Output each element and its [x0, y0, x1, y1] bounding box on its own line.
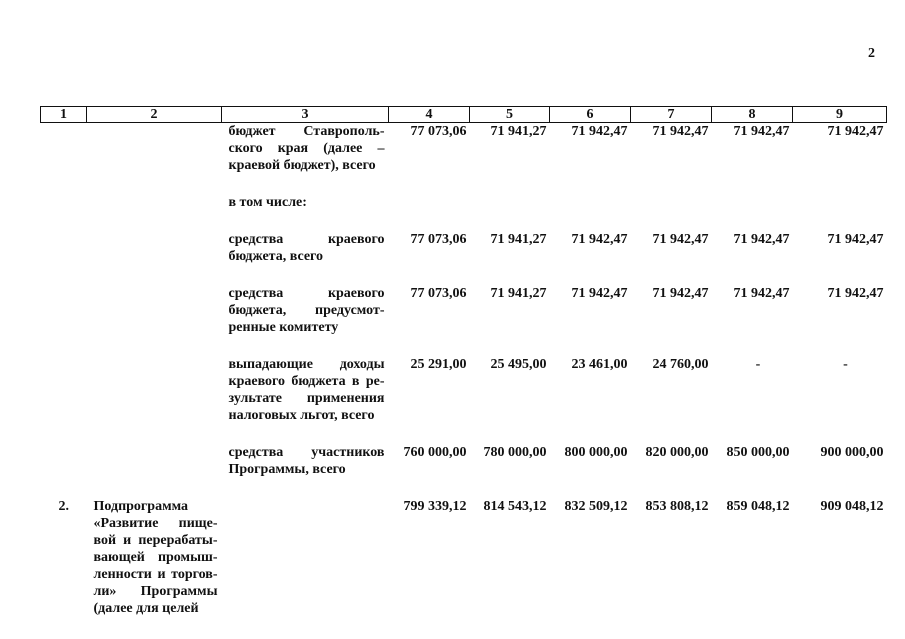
table-row: [41, 194, 887, 211]
value-cell: 780 000,00: [483, 445, 547, 460]
value-cell: 71 942,47: [571, 232, 628, 247]
value-cell: 23 461,00: [571, 357, 628, 372]
table-row: [41, 356, 887, 424]
column-header-8: 8: [712, 107, 793, 123]
row-description: в том числе:: [228, 195, 307, 210]
value-cell: 820 000,00: [645, 445, 709, 460]
value-cell: 71 942,47: [652, 286, 709, 301]
value-cell: 799 339,12: [403, 499, 467, 514]
value-cell: 25 291,00: [410, 357, 467, 372]
table-row: [41, 123, 887, 175]
value-cell: 909 048,12: [820, 499, 884, 514]
value-cell: 71 942,47: [652, 232, 709, 247]
value-cell: -: [843, 357, 848, 372]
row-description: средства участников Программы, всего: [228, 445, 385, 477]
column-header-7: 7: [631, 107, 712, 123]
header-row: [41, 107, 887, 123]
value-cell: 71 942,47: [733, 124, 790, 139]
table-row: [41, 498, 887, 617]
row-description: выпадающие доходы краевого бюджета в ре-зультате применения налоговых льгот, всего: [228, 357, 385, 423]
value-cell: 77 073,06: [410, 286, 467, 301]
value-cell: -: [755, 357, 761, 372]
value-cell: 71 942,47: [652, 124, 709, 139]
row-description: бюджет Ставрополь-ского края (далее – краевой бюджет), всего: [228, 124, 385, 173]
value-cell: 800 000,00: [564, 445, 628, 460]
value-cell: 850 000,00: [726, 445, 790, 460]
value-cell: 71 941,27: [490, 286, 547, 301]
value-cell: 900 000,00: [820, 445, 884, 460]
value-cell: 859 048,12: [726, 499, 790, 514]
value-cell: 71 942,47: [571, 286, 628, 301]
value-cell: 71 942,47: [827, 124, 884, 139]
value-cell: 71 942,47: [827, 232, 884, 247]
value-cell: 71 941,27: [490, 232, 547, 247]
row-description: средства краевого бюджета, всего: [228, 232, 385, 264]
column-header-1: 1: [41, 107, 87, 123]
table-row: [41, 285, 887, 336]
value-cell: 71 942,47: [571, 124, 628, 139]
value-cell: 77 073,06: [410, 124, 467, 139]
row-description: средства краевого бюджета, предусмот-ренные комитету: [228, 286, 385, 335]
value-cell: 71 942,47: [733, 286, 790, 301]
column-header-6: 6: [550, 107, 631, 123]
budget-table: [40, 106, 887, 617]
value-cell: 24 760,00: [652, 357, 709, 372]
value-cell: 71 941,27: [490, 124, 547, 139]
value-cell: 832 509,12: [564, 499, 628, 514]
value-cell: 814 543,12: [483, 499, 547, 514]
column-header-4: 4: [389, 107, 470, 123]
table-row: [41, 231, 887, 265]
subprogram-name: Подпрограмма «Развитие пище-вой и перерабаты-вающей промыш-ленности и торгов-ли» Программы (далее для целей: [93, 499, 218, 616]
value-cell: 77 073,06: [410, 232, 467, 247]
column-header-2: 2: [87, 107, 222, 123]
value-cell: 853 808,12: [645, 499, 709, 514]
table-row: [41, 444, 887, 478]
value-cell: 25 495,00: [490, 357, 547, 372]
row-index: 2.: [58, 499, 69, 514]
page-number: 2: [868, 46, 875, 61]
value-cell: 760 000,00: [403, 445, 467, 460]
column-header-5: 5: [470, 107, 550, 123]
column-header-3: 3: [222, 107, 389, 123]
value-cell: 71 942,47: [733, 232, 790, 247]
column-header-9: 9: [793, 107, 887, 123]
value-cell: 71 942,47: [827, 286, 884, 301]
